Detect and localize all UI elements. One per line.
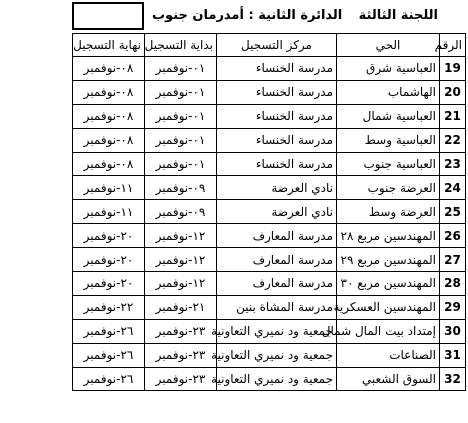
empty-cell[interactable] xyxy=(1,128,73,152)
row-number[interactable]: 32 xyxy=(440,367,466,391)
district-title: الدائرة الثانية : أمدرمان جنوب xyxy=(152,8,343,23)
start-date-cell[interactable]: ٢٣-نوفمبر xyxy=(145,367,217,391)
table-row xyxy=(1,57,466,81)
start-date-cell[interactable]: ١٢-نوفمبر xyxy=(145,272,217,296)
center-cell[interactable]: جمعية ود نميري التعاونية xyxy=(217,343,337,367)
empty-cell[interactable] xyxy=(1,343,73,367)
column-header-num[interactable]: الرقم xyxy=(440,34,466,57)
end-date-cell[interactable]: ٢٦-نوفمبر xyxy=(73,367,145,391)
start-date-cell[interactable]: ٢٣-نوفمبر xyxy=(145,343,217,367)
empty-cell[interactable] xyxy=(1,224,73,248)
end-date-cell[interactable]: ١١-نوفمبر xyxy=(73,176,145,200)
center-cell[interactable]: مدرسة المعارف xyxy=(217,248,337,272)
table-row xyxy=(1,343,466,367)
center-cell[interactable]: جمعية ود نميري التعاونية xyxy=(217,319,337,343)
district-cell[interactable]: الهاشماب xyxy=(337,80,440,104)
end-date-cell[interactable]: ٢٠-نوفمبر xyxy=(73,248,145,272)
row-number[interactable]: 31 xyxy=(440,343,466,367)
table-row xyxy=(1,295,466,319)
center-cell[interactable]: جمعية ود نميري التعاونية xyxy=(217,367,337,391)
end-date-cell[interactable]: ١١-نوفمبر xyxy=(73,200,145,224)
center-cell[interactable]: مدرسة المشاة بنين xyxy=(217,295,337,319)
end-date-cell[interactable]: ٢٦-نوفمبر xyxy=(73,319,145,343)
start-date-cell[interactable]: ٠١-نوفمبر xyxy=(145,128,217,152)
start-date-cell[interactable]: ٠١-نوفمبر xyxy=(145,104,217,128)
row-number[interactable]: 23 xyxy=(440,152,466,176)
table-row xyxy=(1,176,466,200)
header-row xyxy=(0,0,468,33)
empty-cell[interactable] xyxy=(1,200,73,224)
district-cell[interactable]: إمتداد بيت المال شمال xyxy=(337,319,440,343)
end-date-cell[interactable]: ٠٨-نوفمبر xyxy=(73,104,145,128)
registration-table xyxy=(0,33,466,391)
end-date-cell[interactable]: ٠٨-نوفمبر xyxy=(73,80,145,104)
column-header-row xyxy=(1,34,466,57)
empty-cell[interactable] xyxy=(1,295,73,319)
end-date-cell[interactable]: ٠٨-نوفمبر xyxy=(73,128,145,152)
center-cell[interactable]: نادي العرضة xyxy=(217,176,337,200)
column-header-end[interactable]: نهاية التسجيل xyxy=(73,34,145,57)
district-cell[interactable]: المهندسين العسكرية xyxy=(337,295,440,319)
district-cell[interactable]: المهندسين مربع ٣٠ xyxy=(337,272,440,296)
row-number[interactable]: 20 xyxy=(440,80,466,104)
committee-title: اللجنة الثالثة xyxy=(358,8,438,23)
center-cell[interactable]: مدرسة الخنساء xyxy=(217,104,337,128)
center-cell[interactable]: مدرسة المعارف xyxy=(217,272,337,296)
end-date-cell[interactable]: ٢٢-نوفمبر xyxy=(73,295,145,319)
row-number[interactable]: 26 xyxy=(440,224,466,248)
end-date-cell[interactable]: ٢٦-نوفمبر xyxy=(73,343,145,367)
start-date-cell[interactable]: ٠٩-نوفمبر xyxy=(145,176,217,200)
center-cell[interactable]: مدرسة المعارف xyxy=(217,224,337,248)
column-header-district[interactable]: الحي xyxy=(337,34,440,57)
column-header-center[interactable]: مركز التسجيل xyxy=(217,34,337,57)
table-row xyxy=(1,152,466,176)
row-number[interactable]: 24 xyxy=(440,176,466,200)
district-cell[interactable]: العباسية جنوب xyxy=(337,152,440,176)
empty-cell[interactable] xyxy=(1,152,73,176)
empty-cell[interactable] xyxy=(1,34,73,57)
table-row xyxy=(1,367,466,391)
table-row xyxy=(1,248,466,272)
district-cell[interactable]: العباسية شمال xyxy=(337,104,440,128)
start-date-cell[interactable]: ٠١-نوفمبر xyxy=(145,57,217,81)
center-cell[interactable]: مدرسة الخنساء xyxy=(217,128,337,152)
district-cell[interactable]: السوق الشعبي xyxy=(337,367,440,391)
empty-cell[interactable] xyxy=(1,57,73,81)
district-cell[interactable]: العباسية شرق xyxy=(337,57,440,81)
row-number[interactable]: 25 xyxy=(440,200,466,224)
district-cell[interactable]: العباسية وسط xyxy=(337,128,440,152)
empty-cell[interactable] xyxy=(1,367,73,391)
row-number[interactable]: 21 xyxy=(440,104,466,128)
empty-cell[interactable] xyxy=(1,104,73,128)
table-row xyxy=(1,80,466,104)
district-cell[interactable]: المهندسين مربع ٢٩ xyxy=(337,248,440,272)
district-cell[interactable]: العرضة جنوب xyxy=(337,176,440,200)
center-cell[interactable]: مدرسة الخنساء xyxy=(217,57,337,81)
start-date-cell[interactable]: ١٢-نوفمبر xyxy=(145,224,217,248)
district-cell[interactable]: العرضة وسط xyxy=(337,200,440,224)
row-number[interactable]: 27 xyxy=(440,248,466,272)
table-row xyxy=(1,200,466,224)
row-number[interactable]: 30 xyxy=(440,319,466,343)
start-date-cell[interactable]: ٠١-نوفمبر xyxy=(145,80,217,104)
start-date-cell[interactable]: ٠١-نوفمبر xyxy=(145,152,217,176)
row-number[interactable]: 29 xyxy=(440,295,466,319)
empty-cell[interactable] xyxy=(1,176,73,200)
center-cell[interactable]: نادي العرضة xyxy=(217,200,337,224)
start-date-cell[interactable]: ١٢-نوفمبر xyxy=(145,248,217,272)
end-date-cell[interactable]: ٠٨-نوفمبر xyxy=(73,57,145,81)
empty-cell[interactable] xyxy=(1,272,73,296)
table-row xyxy=(1,104,466,128)
table-row xyxy=(1,128,466,152)
center-cell[interactable]: مدرسة الخنساء xyxy=(217,152,337,176)
selected-empty-cell[interactable] xyxy=(72,2,144,30)
empty-cell[interactable] xyxy=(1,319,73,343)
table-row xyxy=(1,272,466,296)
row-number[interactable]: 22 xyxy=(440,128,466,152)
table-row xyxy=(1,319,466,343)
table-row xyxy=(1,224,466,248)
end-date-cell[interactable]: ٢٠-نوفمبر xyxy=(73,272,145,296)
end-date-cell[interactable]: ٢٠-نوفمبر xyxy=(73,224,145,248)
district-cell[interactable]: المهندسين مربع ٢٨ xyxy=(337,224,440,248)
empty-cell[interactable] xyxy=(1,80,73,104)
start-date-cell[interactable]: ٢١-نوفمبر xyxy=(145,295,217,319)
end-date-cell[interactable]: ٠٨-نوفمبر xyxy=(73,152,145,176)
center-cell[interactable]: مدرسة الخنساء xyxy=(217,80,337,104)
row-number[interactable]: 28 xyxy=(440,272,466,296)
start-date-cell[interactable]: ٢٣-نوفمبر xyxy=(145,319,217,343)
empty-cell[interactable] xyxy=(1,248,73,272)
district-cell[interactable]: الصناعات xyxy=(337,343,440,367)
start-date-cell[interactable]: ٠٩-نوفمبر xyxy=(145,200,217,224)
column-header-start[interactable]: بداية التسجيل xyxy=(145,34,217,57)
row-number[interactable]: 19 xyxy=(440,57,466,81)
